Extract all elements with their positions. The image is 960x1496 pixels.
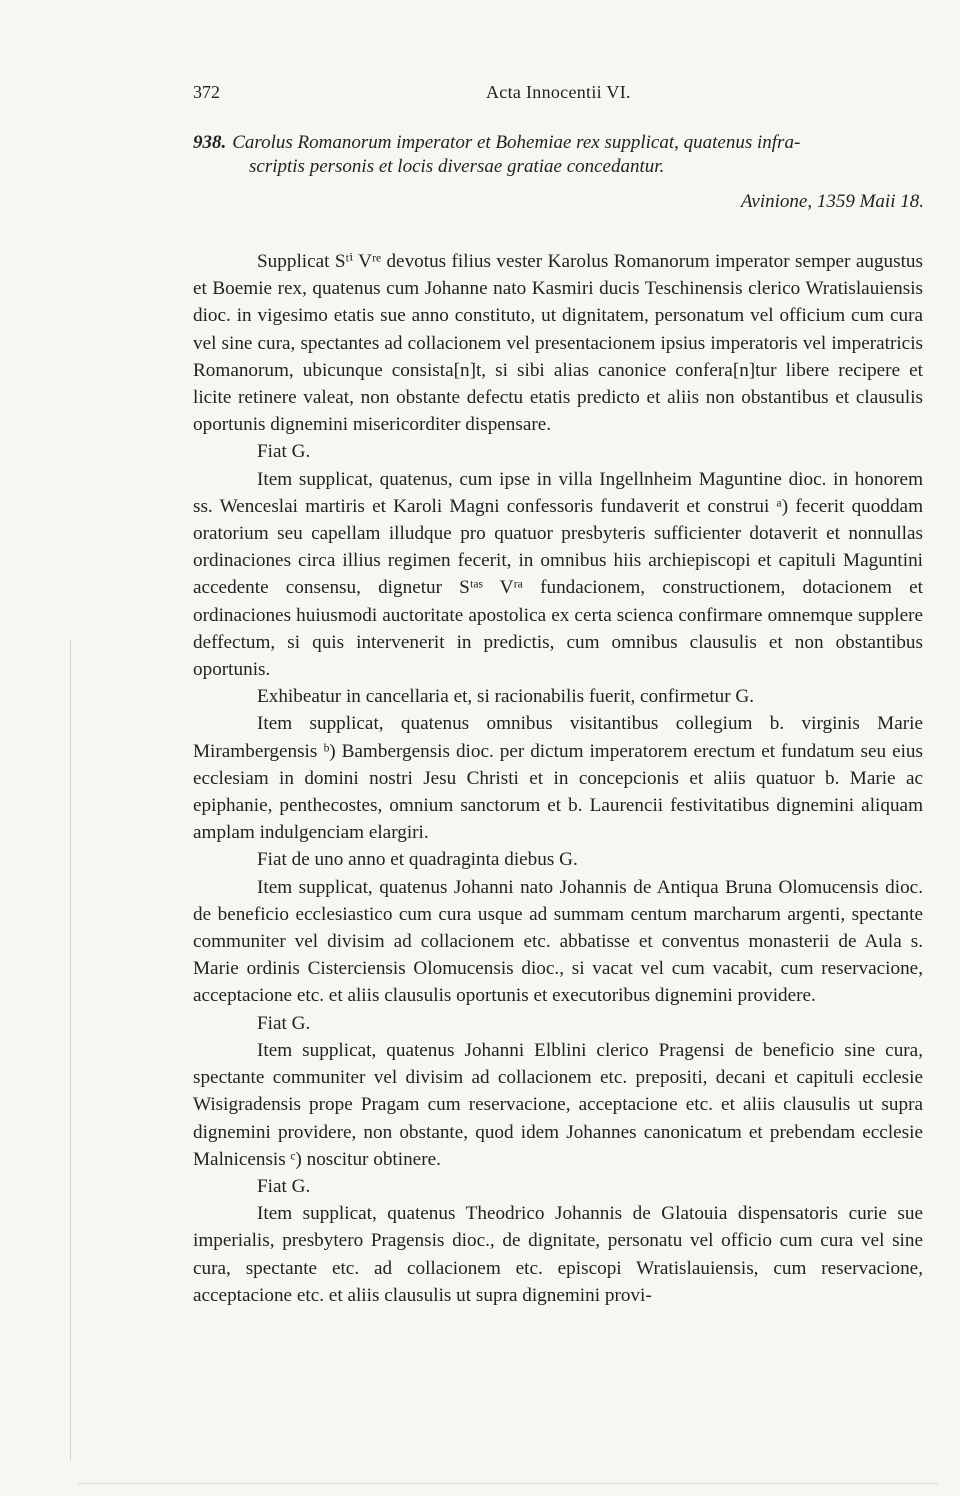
running-title: Acta Innocentii VI. [486, 82, 631, 102]
body-text [193, 248, 923, 1309]
page-header [193, 82, 923, 106]
paragraph: Supplicat Sᵗⁱ Vʳᵉ devotus filius vester Karolus Romanorum imperator semper augustus et Boemie rex, quatenus cum Johanne nato Kasmiri ducis Teschinensis clerico Wratislauiensis dioc. in vigesimo etatis sue anno constituto, ut dignitatem, personatum vel officium cum cura vel sine cura, spectantes ad collacionem vel presentacionem ipsius imperatoris vel imperatricis Romanorum, ubicunque consista[n]t, si sibi alias canonice confera[n]tur libere recipere et licite retinere valeat, non obstante defectu etatis predicto et aliis non obstantibus et clausulis oportunis dignemini misericorditer dispensare. [193, 251, 923, 436]
entry-summary-line-2: scriptis personis et locis diversae gratiae concedantur. [249, 156, 665, 177]
entry-number: 938. [193, 132, 227, 153]
entry-dateline: Avinione, 1359 Maii 18. [740, 191, 924, 212]
paragraph: Item supplicat, quatenus omnibus visitantibus collegium b. virginis Marie Mirambergensis ᵇ) Bambergensis dioc. per dictum imperatorem erectum et fundatum seu eius ecclesiam in domini nostri Jesu Christi et in concepcionis et aliis quatuor b. Marie ac epiphanie, penthecostes, omnium sanctorum et b. Laurencii festivitatibus dignemini aliquam amplam indulgenciam elargiri. [193, 713, 923, 844]
entry-summary-line-1: Carolus Romanorum imperator et Bohemiae rex supplicat, quatenus infra- [232, 132, 801, 153]
entry-heading [193, 131, 925, 179]
paragraph: Item supplicat, quatenus Johanni Elblini clerico Pragensi de beneficio sine cura, spectante communiter vel divisim ad collacionem etc. prepositi, decani et capituli ecclesie Wisigradensis prope Pragam cum reservacione, acceptacione etc. et aliis clausulis ut supra dignemini providere, non obstante, quod idem Johannes canonicatum et prebendam ecclesie Malnicensis ᶜ) noscitur obtinere. [193, 1039, 923, 1170]
paragraph-fiat: Fiat G. [257, 441, 311, 463]
paragraph: Item supplicat, quatenus, cum ipse in villa Ingellnheim Maguntine dioc. in honorem ss. Wenceslai martiris et Karoli Magni confessoris fundaverit et construi ᵃ) fecerit quoddam oratorium seu capellam illudque pro quatuor presbyteris sufficienter dotaverit et nonnullas ordinaciones circa illius regimen fecerit, in omnibus hiis archiepiscopi et capituli Maguntini accedente consensu, dignetur Sᵗᵃˢ Vʳᵃ fundacionem, constructionem, dotacionem et ordinaciones huiusmodi auctoritate apostolica ex certa scienca confirmare omnemque supplere deffectum, si quis intervenerit in predictis, cum omnibus clausulis et non obstantibus oportunis. [193, 468, 923, 681]
paragraph-decision: Exhibeatur in cancellaria et, si racionabilis fuerit, confirmetur G. [257, 686, 755, 708]
page-number: 372 [193, 82, 220, 102]
paragraph-decision: Fiat de uno anno et quadraginta diebus G. [257, 849, 578, 871]
paragraph-fiat: Fiat G. [257, 1175, 311, 1197]
paragraph: Item supplicat, quatenus Johanni nato Johannis de Antiqua Bruna Olomucensis dioc. de beneficio ecclesiastico cum cura usque ad summam centum marcharum argenti, spectante communiter vel divisim ad collacionem etc. abbatisse et conventus monasterii de Aula s. Marie ordinis Cisterciensis Olomucensis dioc., si vacat vel cum vacabit, cum reservacione, acceptacione etc. et aliis clausulis oportunis et executoribus dignemini providere. [193, 876, 923, 1007]
paragraph: Item supplicat, quatenus Theodrico Johannis de Glatouia dispensatoris curie sue imperialis, presbytero Pragensis dioc., de dignitate, personatu vel officio cum cura vel sine cura, spectante etc. ad collacionem etc. episcopi Wratislauiensis, cum reservacione, acceptacione etc. et aliis clausulis ut supra dignemini provi- [193, 1203, 923, 1306]
binding-edge-shadow [70, 640, 71, 1460]
bottom-edge-line [78, 1483, 938, 1484]
paragraph-fiat: Fiat G. [257, 1012, 311, 1034]
